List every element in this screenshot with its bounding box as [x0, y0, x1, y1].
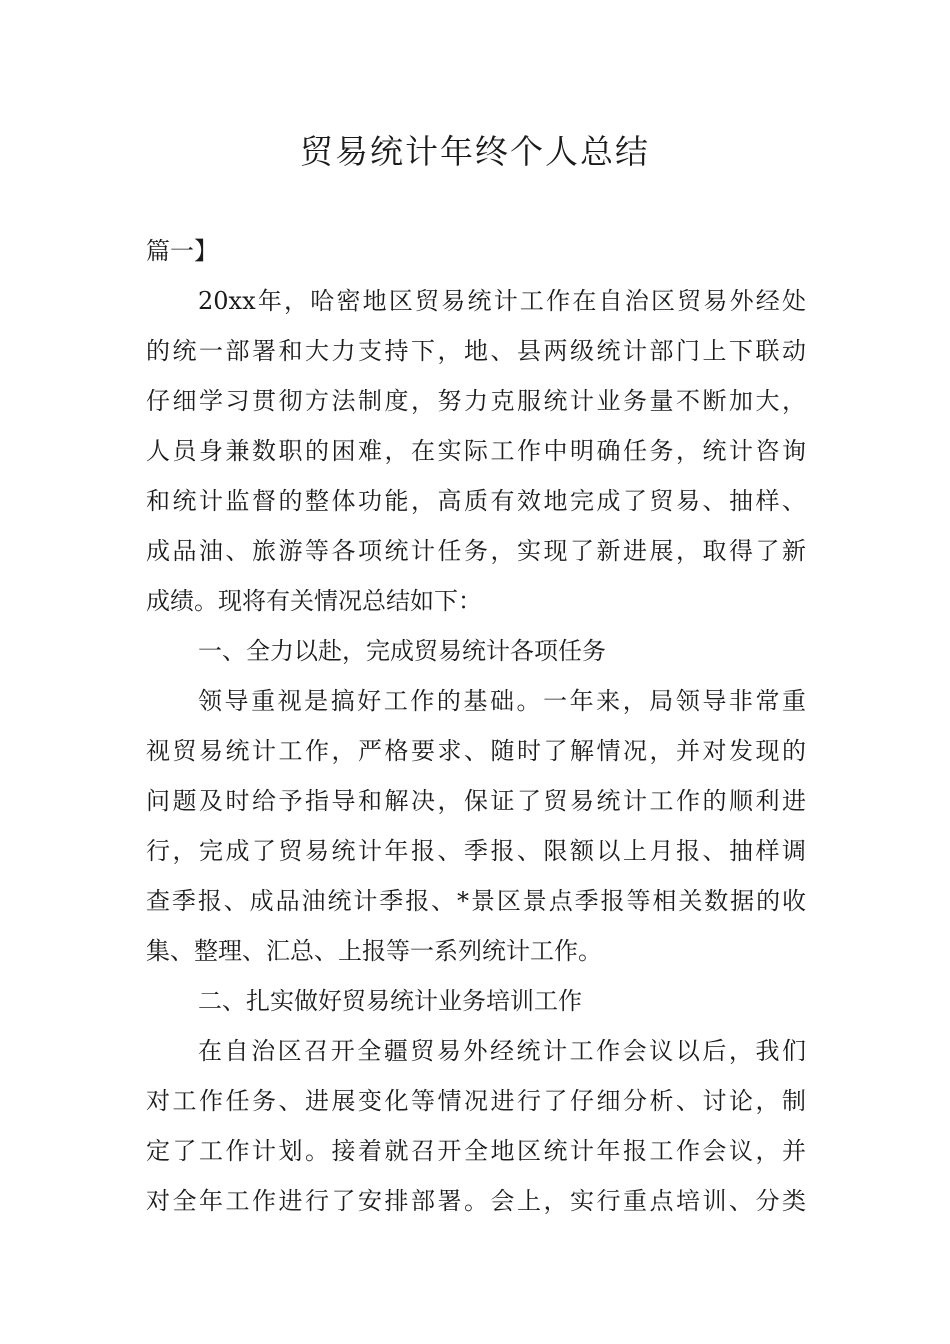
section-heading: 一、全力以赴，完成贸易统计各项任务 [198, 637, 606, 665]
paragraph-line: 在自治区召开全疆贸易外经统计工作会议以后，我们 [198, 1037, 806, 1065]
section-heading: 二、扎实做好贸易统计业务培训工作 [198, 987, 582, 1015]
paragraph-line: 对全年工作进行了安排部署。会上，实行重点培训、分类 [146, 1187, 806, 1215]
paragraph-line: 人员身兼数职的困难，在实际工作中明确任务，统计咨询 [146, 437, 806, 465]
document-title: 贸易统计年终个人总结 [300, 132, 650, 171]
paragraph-line: 问题及时给予指导和解决，保证了贸易统计工作的顺利进 [146, 787, 806, 815]
paragraph-line: 查季报、成品油统计季报、*景区景点季报等相关数据的收 [146, 887, 806, 915]
section-label: 篇一】 [146, 237, 218, 265]
paragraph-line: 成绩。现将有关情况总结如下： [146, 587, 482, 615]
paragraph-line: 定了工作计划。接着就召开全地区统计年报工作会议，并 [146, 1137, 806, 1165]
paragraph-line: 成品油、旅游等各项统计任务，实现了新进展，取得了新 [146, 537, 806, 565]
paragraph-line: 和统计监督的整体功能，高质有效地完成了贸易、抽样、 [146, 487, 806, 515]
paragraph-line: 集、整理、汇总、上报等一系列统计工作。 [146, 937, 602, 965]
document-body [146, 226, 806, 1226]
paragraph-line: 的统一部署和大力支持下，地、县两级统计部门上下联动 [146, 337, 806, 365]
paragraph-line: 行，完成了贸易统计年报、季报、限额以上月报、抽样调 [146, 837, 806, 865]
paragraph-line: 视贸易统计工作，严格要求、随时了解情况，并对发现的 [146, 737, 806, 765]
paragraph-line: 仔细学习贯彻方法制度，努力克服统计业务量不断加大， [146, 387, 806, 415]
paragraph-line: 领导重视是搞好工作的基础。一年来，局领导非常重 [198, 687, 806, 715]
paragraph-line: 20xx年，哈密地区贸易统计工作在自治区贸易外经处 [198, 287, 806, 315]
paragraph-line: 对工作任务、进展变化等情况进行了仔细分析、讨论，制 [146, 1087, 806, 1115]
